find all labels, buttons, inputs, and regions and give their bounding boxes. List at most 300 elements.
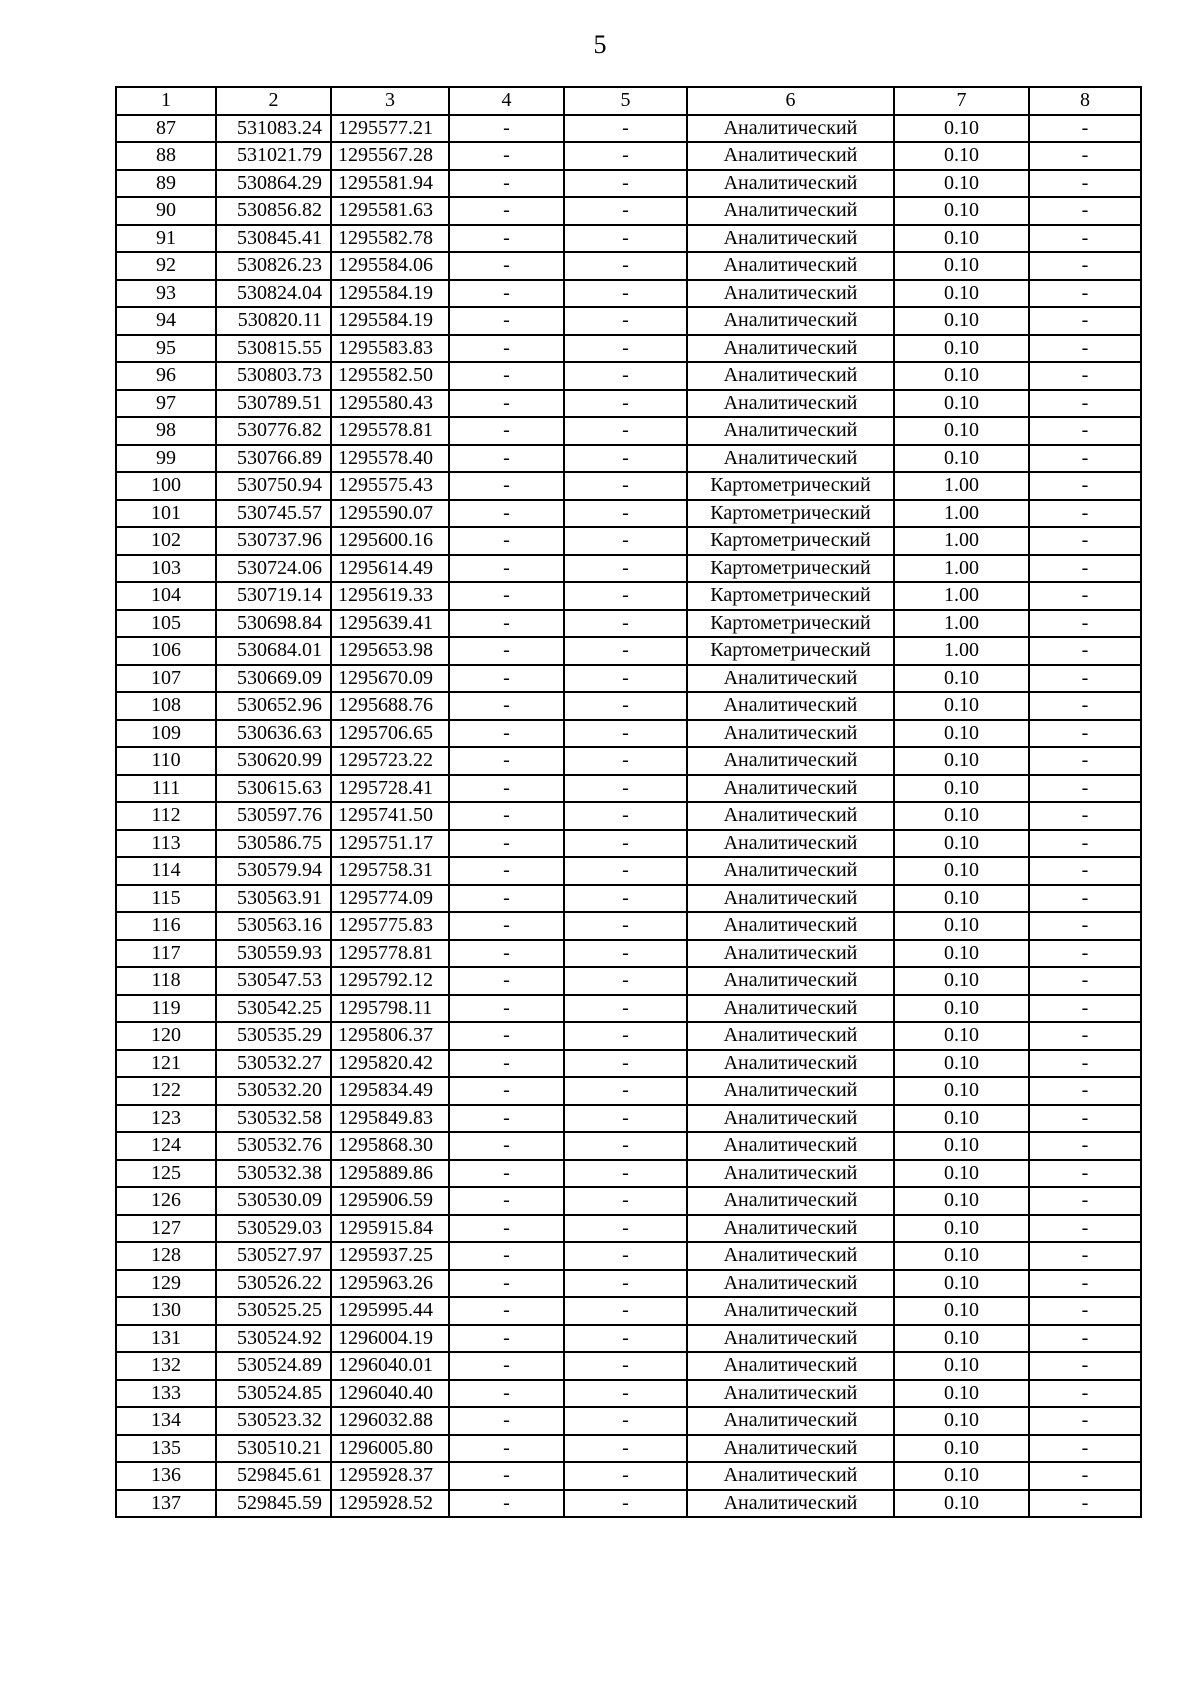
method-cell: Аналитический	[687, 1215, 894, 1243]
column-8-cell: -	[1029, 747, 1141, 775]
column-8-cell: -	[1029, 775, 1141, 803]
column-8-cell: -	[1029, 1462, 1141, 1490]
y-coordinate-cell: 1295775.83	[331, 912, 449, 940]
method-cell: Аналитический	[687, 665, 894, 693]
column-5-cell: -	[564, 720, 687, 748]
column-8-cell: -	[1029, 830, 1141, 858]
accuracy-cell: 0.10	[894, 1077, 1029, 1105]
accuracy-cell: 0.10	[894, 225, 1029, 253]
method-cell: Аналитический	[687, 417, 894, 445]
column-8-cell: -	[1029, 1297, 1141, 1325]
column-4-cell: -	[449, 142, 564, 170]
accuracy-cell: 0.10	[894, 940, 1029, 968]
x-coordinate-cell: 530559.93	[216, 940, 331, 968]
point-number-cell: 99	[116, 445, 216, 473]
x-coordinate-cell: 530532.20	[216, 1077, 331, 1105]
x-coordinate-cell: 530856.82	[216, 197, 331, 225]
column-4-cell: -	[449, 665, 564, 693]
point-number-cell: 137	[116, 1490, 216, 1518]
column-4-cell: -	[449, 197, 564, 225]
column-8-cell: -	[1029, 665, 1141, 693]
column-5-cell: -	[564, 802, 687, 830]
column-8-cell: -	[1029, 197, 1141, 225]
method-cell: Аналитический	[687, 1352, 894, 1380]
y-coordinate-cell: 1296005.80	[331, 1435, 449, 1463]
point-number-cell: 133	[116, 1380, 216, 1408]
column-4-cell: -	[449, 995, 564, 1023]
point-number-cell: 111	[116, 775, 216, 803]
column-4-cell: -	[449, 582, 564, 610]
column-5-cell: -	[564, 637, 687, 665]
column-8-cell: -	[1029, 1132, 1141, 1160]
column-4-cell: -	[449, 967, 564, 995]
y-coordinate-cell: 1295584.06	[331, 252, 449, 280]
accuracy-cell: 0.10	[894, 802, 1029, 830]
column-4-cell: -	[449, 720, 564, 748]
accuracy-cell: 0.10	[894, 747, 1029, 775]
point-number-cell: 132	[116, 1352, 216, 1380]
y-coordinate-cell: 1295614.49	[331, 555, 449, 583]
column-4-cell: -	[449, 1077, 564, 1105]
column-8-cell: -	[1029, 225, 1141, 253]
point-number-cell: 91	[116, 225, 216, 253]
table-row	[116, 362, 1141, 390]
column-5-cell: -	[564, 1352, 687, 1380]
column-5-cell: -	[564, 1077, 687, 1105]
column-5-cell: -	[564, 197, 687, 225]
method-cell: Аналитический	[687, 1022, 894, 1050]
column-4-cell: -	[449, 307, 564, 335]
column-4-cell: -	[449, 1325, 564, 1353]
accuracy-cell: 0.10	[894, 1297, 1029, 1325]
point-number-cell: 87	[116, 115, 216, 143]
column-4-cell: -	[449, 1297, 564, 1325]
table-row	[116, 1435, 1141, 1463]
accuracy-cell: 0.10	[894, 1407, 1029, 1435]
y-coordinate-cell: 1295706.65	[331, 720, 449, 748]
y-coordinate-cell: 1295580.43	[331, 390, 449, 418]
column-8-cell: -	[1029, 1187, 1141, 1215]
column-8-cell: -	[1029, 995, 1141, 1023]
y-coordinate-cell: 1295578.81	[331, 417, 449, 445]
point-number-cell: 123	[116, 1105, 216, 1133]
column-8-cell: -	[1029, 252, 1141, 280]
method-cell: Аналитический	[687, 1490, 894, 1518]
table-row	[116, 857, 1141, 885]
column-8-cell: -	[1029, 1407, 1141, 1435]
y-coordinate-cell: 1295728.41	[331, 775, 449, 803]
point-number-cell: 105	[116, 610, 216, 638]
point-number-cell: 93	[116, 280, 216, 308]
x-coordinate-cell: 531021.79	[216, 142, 331, 170]
column-4-cell: -	[449, 362, 564, 390]
column-8-cell: -	[1029, 692, 1141, 720]
y-coordinate-cell: 1295582.50	[331, 362, 449, 390]
point-number-cell: 109	[116, 720, 216, 748]
column-4-cell: -	[449, 912, 564, 940]
accuracy-cell: 0.10	[894, 1105, 1029, 1133]
column-8-cell: -	[1029, 802, 1141, 830]
column-4-cell: -	[449, 445, 564, 473]
y-coordinate-cell: 1295723.22	[331, 747, 449, 775]
column-5-cell: -	[564, 1380, 687, 1408]
point-number-cell: 89	[116, 170, 216, 198]
y-coordinate-cell: 1295849.83	[331, 1105, 449, 1133]
column-4-cell: -	[449, 280, 564, 308]
column-8-cell: -	[1029, 335, 1141, 363]
table-row	[116, 307, 1141, 335]
y-coordinate-cell: 1295741.50	[331, 802, 449, 830]
x-coordinate-cell: 530542.25	[216, 995, 331, 1023]
y-coordinate-cell: 1295834.49	[331, 1077, 449, 1105]
x-coordinate-cell: 530524.89	[216, 1352, 331, 1380]
x-coordinate-cell: 530789.51	[216, 390, 331, 418]
method-cell: Аналитический	[687, 1105, 894, 1133]
point-number-cell: 110	[116, 747, 216, 775]
accuracy-cell: 0.10	[894, 390, 1029, 418]
x-coordinate-cell: 530526.22	[216, 1270, 331, 1298]
column-5-cell: -	[564, 692, 687, 720]
column-4-cell: -	[449, 390, 564, 418]
y-coordinate-cell: 1295995.44	[331, 1297, 449, 1325]
column-4-cell: -	[449, 830, 564, 858]
column-8-cell: -	[1029, 1160, 1141, 1188]
table-row	[116, 582, 1141, 610]
table-row	[116, 1242, 1141, 1270]
point-number-cell: 98	[116, 417, 216, 445]
table-body	[116, 115, 1141, 1518]
column-4-cell: -	[449, 1050, 564, 1078]
x-coordinate-cell: 530525.25	[216, 1297, 331, 1325]
table-row	[116, 1077, 1141, 1105]
table-row	[116, 1050, 1141, 1078]
point-number-cell: 96	[116, 362, 216, 390]
x-coordinate-cell: 530532.58	[216, 1105, 331, 1133]
accuracy-cell: 0.10	[894, 692, 1029, 720]
method-cell: Аналитический	[687, 197, 894, 225]
column-4-cell: -	[449, 527, 564, 555]
y-coordinate-cell: 1295806.37	[331, 1022, 449, 1050]
method-cell: Аналитический	[687, 1050, 894, 1078]
table-row	[116, 995, 1141, 1023]
column-4-cell: -	[449, 775, 564, 803]
point-number-cell: 107	[116, 665, 216, 693]
column-4-cell: -	[449, 747, 564, 775]
column-8-cell: -	[1029, 610, 1141, 638]
column-5-cell: -	[564, 1160, 687, 1188]
x-coordinate-cell: 530524.85	[216, 1380, 331, 1408]
column-5-cell: -	[564, 335, 687, 363]
y-coordinate-cell: 1296040.01	[331, 1352, 449, 1380]
accuracy-cell: 1.00	[894, 582, 1029, 610]
method-cell: Аналитический	[687, 335, 894, 363]
column-8-cell: -	[1029, 417, 1141, 445]
column-header: 7	[894, 87, 1029, 115]
table-row	[116, 830, 1141, 858]
y-coordinate-cell: 1295619.33	[331, 582, 449, 610]
column-8-cell: -	[1029, 1352, 1141, 1380]
point-number-cell: 126	[116, 1187, 216, 1215]
y-coordinate-cell: 1295567.28	[331, 142, 449, 170]
x-coordinate-cell: 530532.38	[216, 1160, 331, 1188]
column-5-cell: -	[564, 1132, 687, 1160]
column-5-cell: -	[564, 1407, 687, 1435]
accuracy-cell: 0.10	[894, 885, 1029, 913]
accuracy-cell: 0.10	[894, 1325, 1029, 1353]
column-5-cell: -	[564, 582, 687, 610]
column-8-cell: -	[1029, 472, 1141, 500]
column-4-cell: -	[449, 1352, 564, 1380]
method-cell: Аналитический	[687, 115, 894, 143]
table-header-row	[116, 87, 1141, 115]
table-row	[116, 115, 1141, 143]
column-4-cell: -	[449, 170, 564, 198]
column-4-cell: -	[449, 252, 564, 280]
column-5-cell: -	[564, 1105, 687, 1133]
method-cell: Аналитический	[687, 1187, 894, 1215]
method-cell: Аналитический	[687, 1297, 894, 1325]
x-coordinate-cell: 530719.14	[216, 582, 331, 610]
x-coordinate-cell: 530820.11	[216, 307, 331, 335]
y-coordinate-cell: 1295778.81	[331, 940, 449, 968]
accuracy-cell: 0.10	[894, 912, 1029, 940]
column-5-cell: -	[564, 1187, 687, 1215]
accuracy-cell: 0.10	[894, 1022, 1029, 1050]
y-coordinate-cell: 1295581.63	[331, 197, 449, 225]
y-coordinate-cell: 1295937.25	[331, 1242, 449, 1270]
accuracy-cell: 0.10	[894, 1242, 1029, 1270]
accuracy-cell: 0.10	[894, 170, 1029, 198]
x-coordinate-cell: 530547.53	[216, 967, 331, 995]
column-5-cell: -	[564, 1215, 687, 1243]
table-row	[116, 637, 1141, 665]
x-coordinate-cell: 530845.41	[216, 225, 331, 253]
table-row	[116, 1105, 1141, 1133]
y-coordinate-cell: 1295868.30	[331, 1132, 449, 1160]
method-cell: Аналитический	[687, 775, 894, 803]
column-8-cell: -	[1029, 555, 1141, 583]
accuracy-cell: 0.10	[894, 1270, 1029, 1298]
table-row	[116, 1022, 1141, 1050]
table-row	[116, 1297, 1141, 1325]
table-row	[116, 747, 1141, 775]
column-4-cell: -	[449, 115, 564, 143]
coordinates-table	[115, 86, 1142, 1518]
accuracy-cell: 0.10	[894, 335, 1029, 363]
column-8-cell: -	[1029, 885, 1141, 913]
column-5-cell: -	[564, 417, 687, 445]
accuracy-cell: 0.10	[894, 1490, 1029, 1518]
column-4-cell: -	[449, 637, 564, 665]
column-5-cell: -	[564, 115, 687, 143]
accuracy-cell: 0.10	[894, 252, 1029, 280]
column-4-cell: -	[449, 225, 564, 253]
accuracy-cell: 0.10	[894, 445, 1029, 473]
column-5-cell: -	[564, 307, 687, 335]
x-coordinate-cell: 530864.29	[216, 170, 331, 198]
column-5-cell: -	[564, 1435, 687, 1463]
accuracy-cell: 0.10	[894, 280, 1029, 308]
method-cell: Аналитический	[687, 280, 894, 308]
point-number-cell: 119	[116, 995, 216, 1023]
method-cell: Аналитический	[687, 1407, 894, 1435]
table-row	[116, 665, 1141, 693]
column-8-cell: -	[1029, 940, 1141, 968]
table-row	[116, 967, 1141, 995]
method-cell: Аналитический	[687, 1132, 894, 1160]
table-row	[116, 1270, 1141, 1298]
column-header: 1	[116, 87, 216, 115]
accuracy-cell: 0.10	[894, 1160, 1029, 1188]
x-coordinate-cell: 530815.55	[216, 335, 331, 363]
point-number-cell: 121	[116, 1050, 216, 1078]
method-cell: Аналитический	[687, 1380, 894, 1408]
accuracy-cell: 0.10	[894, 1132, 1029, 1160]
x-coordinate-cell: 530532.76	[216, 1132, 331, 1160]
y-coordinate-cell: 1295670.09	[331, 665, 449, 693]
x-coordinate-cell: 530826.23	[216, 252, 331, 280]
y-coordinate-cell: 1295751.17	[331, 830, 449, 858]
column-8-cell: -	[1029, 582, 1141, 610]
accuracy-cell: 0.10	[894, 1462, 1029, 1490]
y-coordinate-cell: 1295820.42	[331, 1050, 449, 1078]
x-coordinate-cell: 530524.92	[216, 1325, 331, 1353]
method-cell: Аналитический	[687, 967, 894, 995]
column-4-cell: -	[449, 555, 564, 583]
column-header: 3	[331, 87, 449, 115]
column-5-cell: -	[564, 225, 687, 253]
column-5-cell: -	[564, 665, 687, 693]
point-number-cell: 112	[116, 802, 216, 830]
x-coordinate-cell: 530737.96	[216, 527, 331, 555]
point-number-cell: 115	[116, 885, 216, 913]
point-number-cell: 128	[116, 1242, 216, 1270]
column-8-cell: -	[1029, 1242, 1141, 1270]
point-number-cell: 103	[116, 555, 216, 583]
column-4-cell: -	[449, 417, 564, 445]
point-number-cell: 102	[116, 527, 216, 555]
method-cell: Аналитический	[687, 830, 894, 858]
column-4-cell: -	[449, 1380, 564, 1408]
point-number-cell: 95	[116, 335, 216, 363]
point-number-cell: 124	[116, 1132, 216, 1160]
point-number-cell: 101	[116, 500, 216, 528]
column-8-cell: -	[1029, 1490, 1141, 1518]
column-8-cell: -	[1029, 142, 1141, 170]
y-coordinate-cell: 1295758.31	[331, 857, 449, 885]
table-row	[116, 280, 1141, 308]
accuracy-cell: 1.00	[894, 555, 1029, 583]
column-5-cell: -	[564, 1325, 687, 1353]
table-row	[116, 335, 1141, 363]
y-coordinate-cell: 1295575.43	[331, 472, 449, 500]
column-5-cell: -	[564, 775, 687, 803]
table-row	[116, 445, 1141, 473]
column-8-cell: -	[1029, 115, 1141, 143]
method-cell: Аналитический	[687, 390, 894, 418]
column-4-cell: -	[449, 1490, 564, 1518]
table-row	[116, 225, 1141, 253]
y-coordinate-cell: 1295906.59	[331, 1187, 449, 1215]
column-4-cell: -	[449, 1215, 564, 1243]
column-header: 6	[687, 87, 894, 115]
x-coordinate-cell: 530636.63	[216, 720, 331, 748]
point-number-cell: 134	[116, 1407, 216, 1435]
method-cell: Аналитический	[687, 1077, 894, 1105]
column-4-cell: -	[449, 885, 564, 913]
column-5-cell: -	[564, 610, 687, 638]
column-5-cell: -	[564, 280, 687, 308]
column-8-cell: -	[1029, 1077, 1141, 1105]
accuracy-cell: 1.00	[894, 610, 1029, 638]
accuracy-cell: 1.00	[894, 527, 1029, 555]
column-8-cell: -	[1029, 390, 1141, 418]
column-4-cell: -	[449, 1242, 564, 1270]
column-4-cell: -	[449, 1022, 564, 1050]
y-coordinate-cell: 1295792.12	[331, 967, 449, 995]
point-number-cell: 90	[116, 197, 216, 225]
column-4-cell: -	[449, 1435, 564, 1463]
column-header: 5	[564, 87, 687, 115]
method-cell: Картометрический	[687, 472, 894, 500]
accuracy-cell: 0.10	[894, 1435, 1029, 1463]
column-5-cell: -	[564, 527, 687, 555]
table-row	[116, 802, 1141, 830]
y-coordinate-cell: 1295915.84	[331, 1215, 449, 1243]
method-cell: Картометрический	[687, 555, 894, 583]
column-8-cell: -	[1029, 500, 1141, 528]
y-coordinate-cell: 1295581.94	[331, 170, 449, 198]
column-8-cell: -	[1029, 637, 1141, 665]
x-coordinate-cell: 530597.76	[216, 802, 331, 830]
method-cell: Аналитический	[687, 1462, 894, 1490]
method-cell: Аналитический	[687, 995, 894, 1023]
x-coordinate-cell: 530530.09	[216, 1187, 331, 1215]
y-coordinate-cell: 1295583.83	[331, 335, 449, 363]
accuracy-cell: 0.10	[894, 1215, 1029, 1243]
y-coordinate-cell: 1295889.86	[331, 1160, 449, 1188]
method-cell: Аналитический	[687, 307, 894, 335]
column-5-cell: -	[564, 857, 687, 885]
table-row	[116, 500, 1141, 528]
method-cell: Картометрический	[687, 527, 894, 555]
table-row	[116, 252, 1141, 280]
method-cell: Аналитический	[687, 857, 894, 885]
y-coordinate-cell: 1295928.52	[331, 1490, 449, 1518]
column-8-cell: -	[1029, 967, 1141, 995]
method-cell: Аналитический	[687, 1242, 894, 1270]
accuracy-cell: 0.10	[894, 1187, 1029, 1215]
x-coordinate-cell: 531083.24	[216, 115, 331, 143]
y-coordinate-cell: 1295774.09	[331, 885, 449, 913]
column-5-cell: -	[564, 445, 687, 473]
method-cell: Аналитический	[687, 1270, 894, 1298]
method-cell: Аналитический	[687, 802, 894, 830]
y-coordinate-cell: 1295577.21	[331, 115, 449, 143]
point-number-cell: 114	[116, 857, 216, 885]
table-row	[116, 197, 1141, 225]
method-cell: Картометрический	[687, 500, 894, 528]
column-5-cell: -	[564, 1297, 687, 1325]
point-number-cell: 92	[116, 252, 216, 280]
y-coordinate-cell: 1295928.37	[331, 1462, 449, 1490]
y-coordinate-cell: 1295639.41	[331, 610, 449, 638]
column-8-cell: -	[1029, 527, 1141, 555]
table-row	[116, 472, 1141, 500]
point-number-cell: 136	[116, 1462, 216, 1490]
point-number-cell: 135	[116, 1435, 216, 1463]
table-row	[116, 1187, 1141, 1215]
